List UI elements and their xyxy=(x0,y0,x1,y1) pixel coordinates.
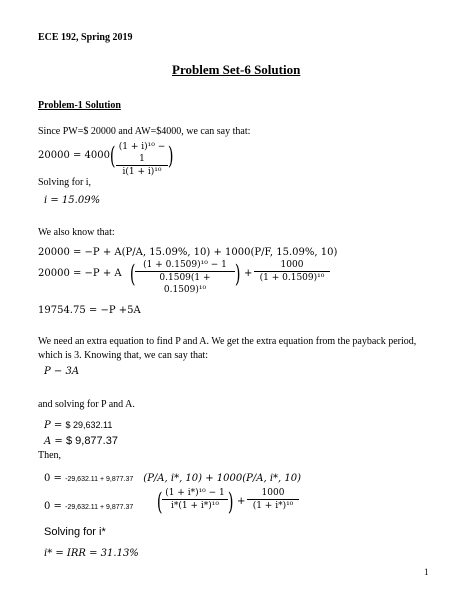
page-number: 1 xyxy=(424,567,429,577)
eq1-lhs: 20000 = 4000 xyxy=(38,150,110,161)
eq1-numerator: (1 + i)¹⁰ − 1 xyxy=(118,142,166,164)
solving-pa-text: and solving for P and A. xyxy=(38,399,135,410)
eq7-lhs: 0 = xyxy=(44,501,66,512)
given-text: Since PW=$ 20000 and AW=$4000, we can say that: xyxy=(38,126,251,137)
a-value-label: A = xyxy=(44,436,66,447)
eq1-fraction xyxy=(116,141,168,178)
a-value-line xyxy=(44,431,118,449)
eq1-right-paren: ) xyxy=(167,142,174,170)
eq6-rhs: (P/A, i*, 10) + 1000(P/A, i*, 10) xyxy=(143,473,302,484)
eq1-denominator: i(1 + i)¹⁰ xyxy=(122,167,162,177)
eq7-numerator-2: 1000 xyxy=(261,488,285,498)
need-equation-text-2: which is 3. Knowing that, we can say that: xyxy=(38,350,208,361)
problem-heading: Problem-1 Solution xyxy=(38,100,121,111)
eq3-lhs: 20000 = −P + A xyxy=(38,268,122,279)
then-text: Then, xyxy=(38,450,62,461)
eq7-fraction-1 xyxy=(162,487,228,512)
eq7-left-paren: ( xyxy=(156,488,163,516)
irr-value: i* = IRR = 31.13% xyxy=(44,548,139,559)
eq4: 19754.75 = −P +5A xyxy=(38,305,141,316)
p-value-label: P = xyxy=(44,420,66,431)
eq1-left-paren: ( xyxy=(109,142,116,170)
eq3-fraction-2 xyxy=(254,259,330,284)
eq6-mid: -29,632.11 + 9,877.37 xyxy=(65,476,134,483)
eq2: 20000 = −P + A(P/A, 15.09%, 10) + 1000(P/F, 15.09%, 10) xyxy=(38,247,338,258)
solving-for-i-text: Solving for i, xyxy=(38,177,92,188)
eq3-numerator-2: 1000 xyxy=(280,260,304,270)
eq7-plus: + xyxy=(237,496,246,507)
eq3-left-paren: ( xyxy=(129,260,136,288)
eq6 xyxy=(44,468,301,486)
a-value: $ 9,877.37 xyxy=(65,435,118,447)
eq3-denominator-1: 0.1509(1 + 0.1509)¹⁰ xyxy=(159,273,211,295)
i-value: i = 15.09% xyxy=(44,195,101,206)
p-value: $ 29,632.11 xyxy=(65,420,113,430)
eq3-plus: + xyxy=(244,268,253,279)
eq3-denominator-2: (1 + 0.1509)¹⁰ xyxy=(259,273,325,283)
eq6-lhs: 0 = xyxy=(44,473,66,484)
eq3-right-paren: ) xyxy=(234,260,241,288)
page-title: Problem Set-6 Solution xyxy=(172,62,301,77)
course-header: ECE 192, Spring 2019 xyxy=(38,32,133,43)
eq7-lhs-group xyxy=(44,496,133,514)
eq5: P − 3A xyxy=(44,366,80,377)
eq7-fraction-2 xyxy=(247,487,299,512)
eq7-denominator-1: i*(1 + i*)¹⁰ xyxy=(171,501,219,511)
eq7-numerator-1: (1 + i*)¹⁰ − 1 xyxy=(165,488,225,498)
solving-istar-text: Solving for i* xyxy=(44,526,106,538)
eq7-right-paren: ) xyxy=(227,488,234,516)
eq3-fraction-1 xyxy=(135,259,235,296)
eq3-numerator-1: (1 + 0.1509)¹⁰ − 1 xyxy=(143,260,227,270)
eq7-mid: -29,632.11 + 9,877.37 xyxy=(65,504,134,511)
also-know-text: We also know that: xyxy=(38,227,115,238)
need-equation-text-1: We need an extra equation to find P and A. We get the extra equation from the payback period, xyxy=(38,336,417,347)
eq7-denominator-2: (1 + i*)¹⁰ xyxy=(252,501,294,511)
